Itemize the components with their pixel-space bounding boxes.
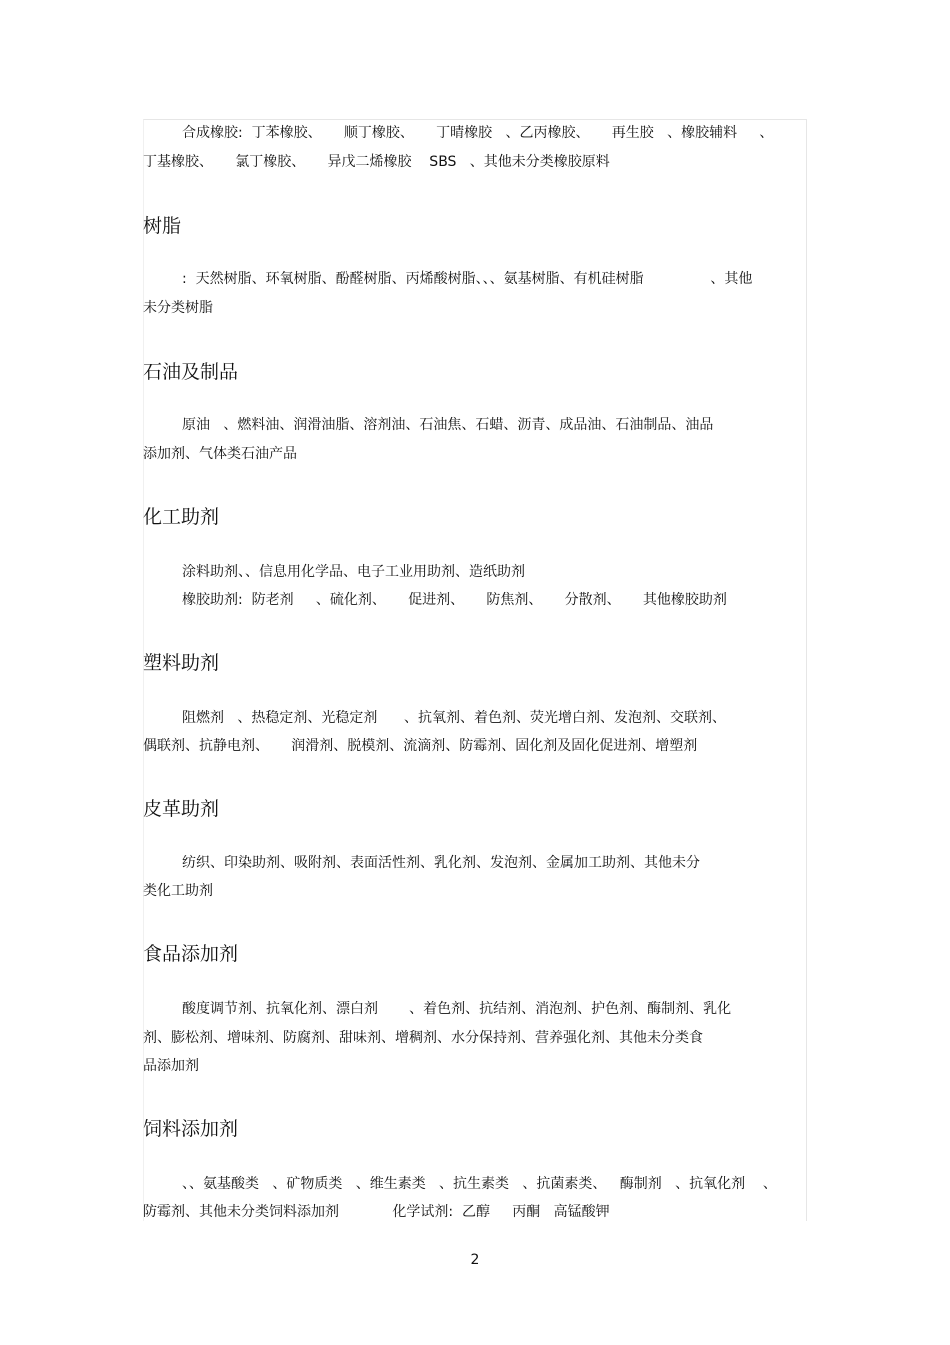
body-text-line: 添加剂、气体类石油产品 — [143, 446, 297, 462]
section-heading-chemical-aux: 化工助剂 — [143, 506, 220, 528]
body-text-line: : 天然树脂、环氧树脂、酚醛树脂、丙烯酸树脂、、、氨基树脂、有机硅树脂 、其他 — [182, 271, 753, 287]
body-text-line: 橡胶助剂: 防老剂 、硫化剂、 促进剂、 防焦剂、 分散剂、 其他橡胶助剂 — [182, 592, 727, 608]
section-heading-plastic-aux: 塑料助剂 — [143, 652, 220, 674]
body-text-line: 原油 、燃料油、润滑油脂、溶剂油、石油焦、石蜡、沥青、成品油、石油制品、油品 — [182, 417, 714, 433]
body-text-line: 防霉剂、其他未分类饲料添加剂 化学试剂: 乙醇 丙酮 高锰酸钾 — [143, 1204, 610, 1220]
body-text-line: 类化工助剂 — [143, 883, 213, 899]
body-text-line: 、、氨基酸类 、矿物质类 、维生素类 、抗生素类 、抗菌素类、 酶制剂 、抗氧化剂 、 — [182, 1176, 777, 1192]
section-heading-feed-additive: 饲料添加剂 — [143, 1118, 239, 1140]
body-text-line: 未分类树脂 — [143, 300, 213, 316]
section-heading-food-additive: 食品添加剂 — [143, 943, 239, 965]
section-heading-resin: 树脂 — [143, 215, 182, 237]
section-heading-petroleum: 石油及制品 — [143, 361, 239, 383]
section-heading-leather-aux: 皮革助剂 — [143, 798, 220, 820]
body-text-line: 偶联剂、抗静电剂、 润滑剂、脱模剂、流滴剂、防霉剂、固化剂及固化促进剂、增塑剂 — [143, 738, 698, 754]
body-text-line: 丁基橡胶、 氯丁橡胶、 异戊二烯橡胶 SBS 、其他未分类橡胶原料 — [143, 154, 610, 170]
body-text-line: 酸度调节剂、抗氧化剂、漂白剂 、着色剂、抗结剂、消泡剂、护色剂、酶制剂、乳化 — [182, 1001, 732, 1017]
page-number: 2 — [470, 1252, 480, 1268]
body-text-line: 合成橡胶: 丁苯橡胶、 顺丁橡胶、 丁晴橡胶 、乙丙橡胶、 再生胶 、橡胶辅料 、 — [182, 125, 774, 141]
body-text-line: 阻燃剂 、热稳定剂、光稳定剂 、抗氧剂、着色剂、荧光增白剂、发泡剂、交联剂、 — [182, 710, 727, 726]
body-text-line: 涂料助剂、、信息用化学品、电子工业用助剂、造纸助剂 — [182, 564, 525, 580]
body-text-line: 剂、膨松剂、增味剂、防腐剂、甜味剂、增稠剂、水分保持剂、营养强化剂、其他未分类食 — [143, 1030, 703, 1046]
body-text-line: 纺织、印染助剂、吸附剂、表面活性剂、乳化剂、发泡剂、金属加工助剂、其他未分 — [182, 855, 700, 871]
body-text-line: 品添加剂 — [143, 1058, 199, 1074]
